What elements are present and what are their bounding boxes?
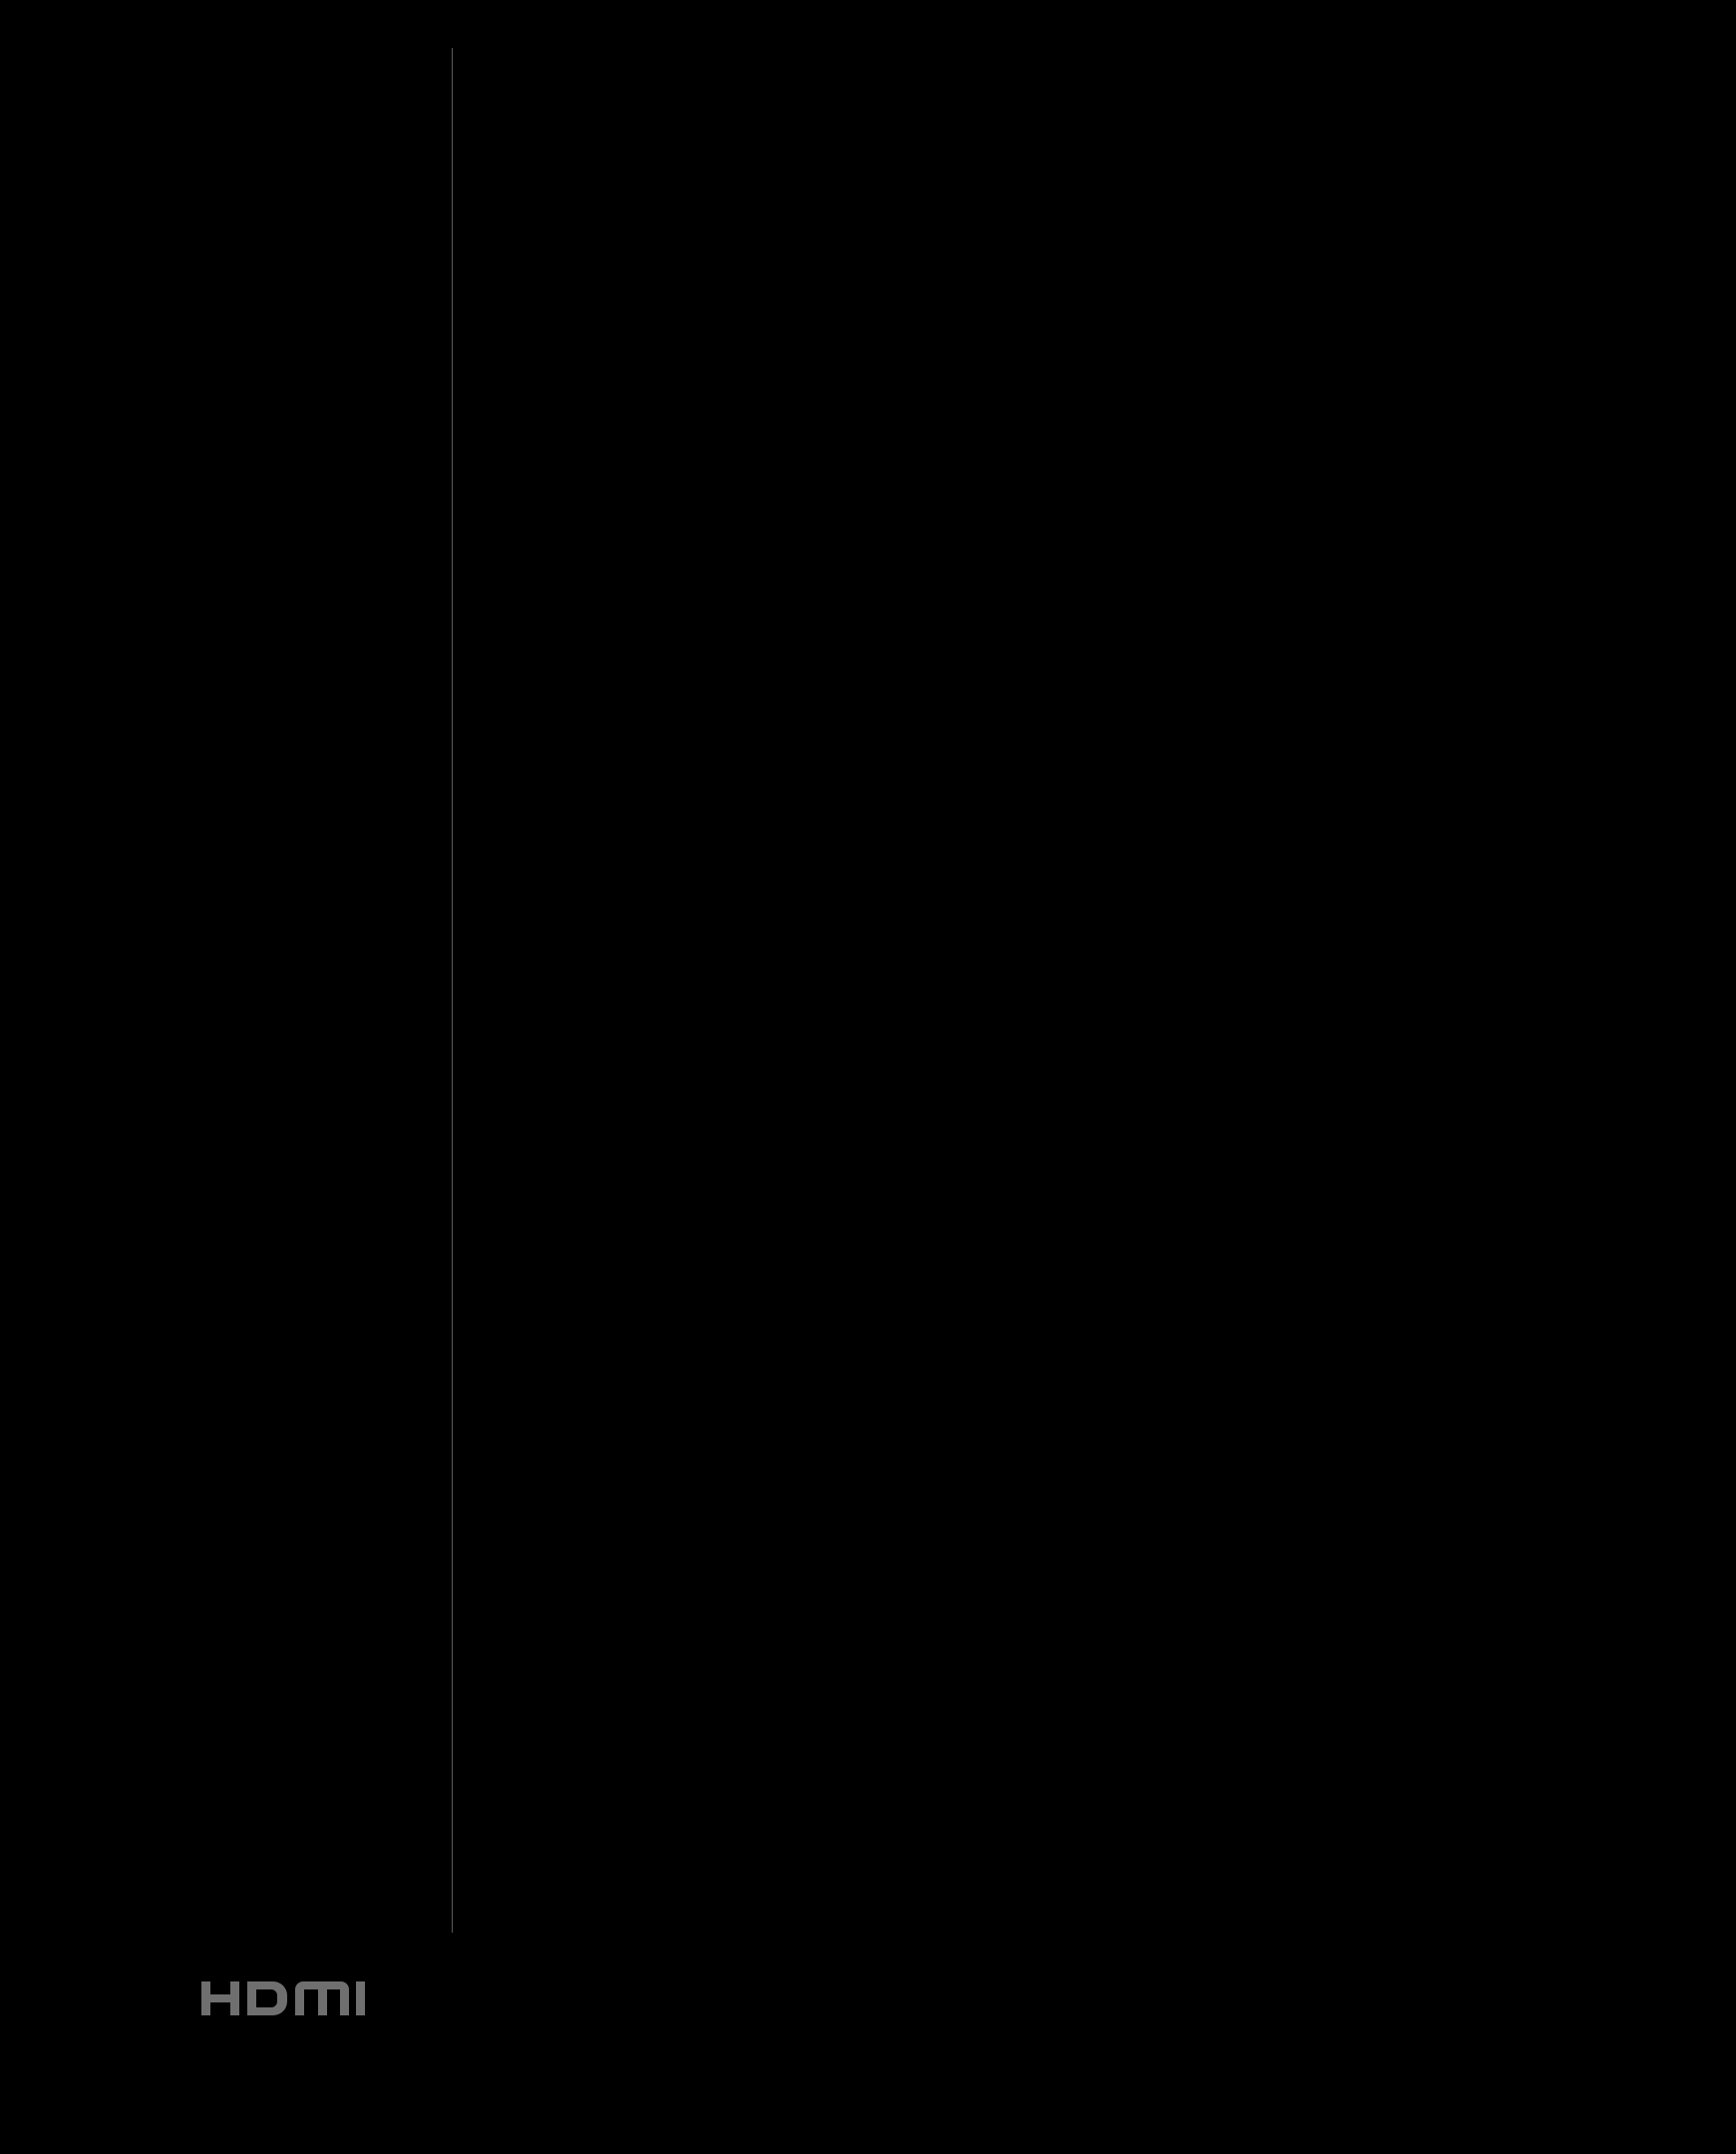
column-divider [452, 48, 453, 1933]
hdmi-logo-mark [201, 1977, 406, 2017]
hdmi-logo [201, 1977, 406, 2019]
